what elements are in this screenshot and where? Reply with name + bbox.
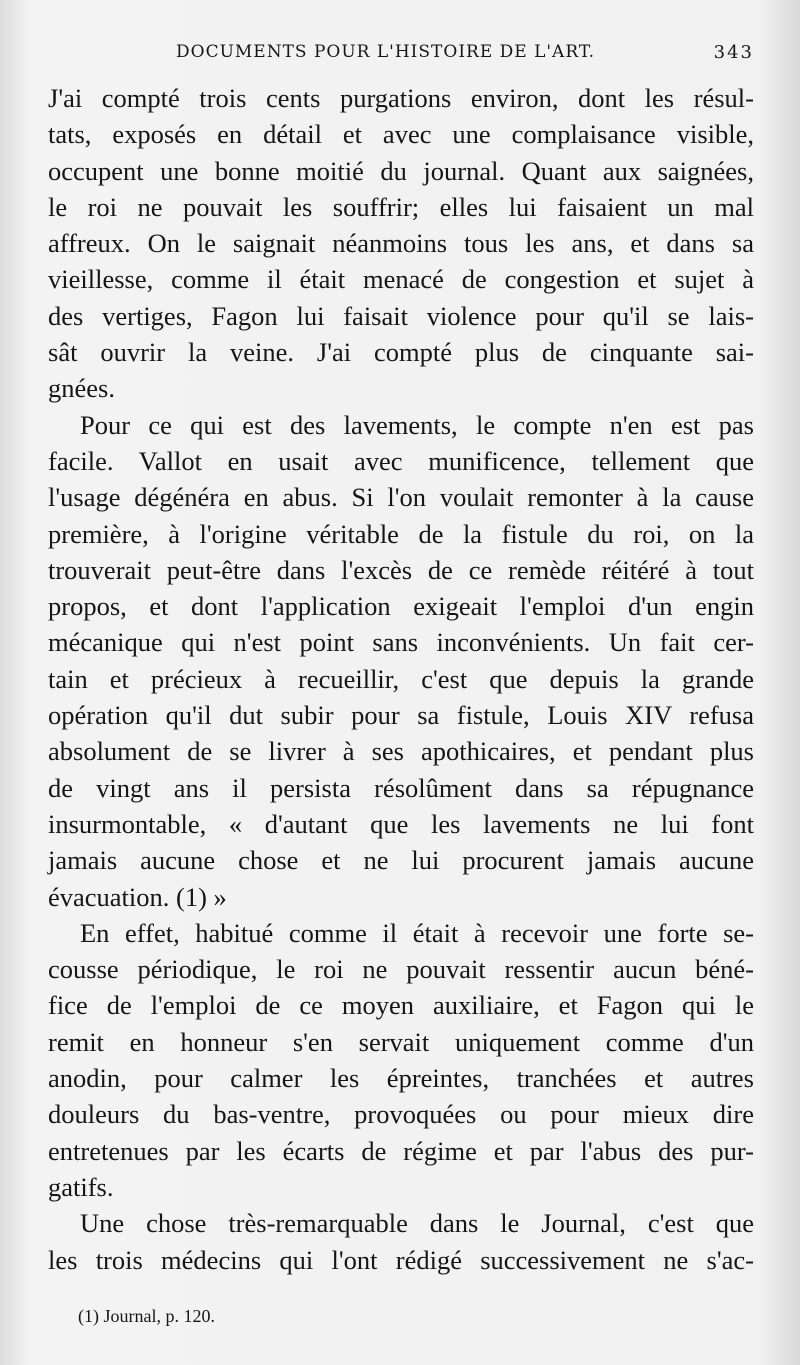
text-line: mécanique qui n'est point sans inconvénients. Un fait cer- (48, 627, 754, 658)
page-number: 343 (713, 42, 754, 63)
text-line: J'ai compté trois cents purgations environ, dont les résul- (48, 83, 754, 113)
body-text (48, 80, 754, 1278)
text-line: facile. Vallot en usait avec munificence, tellement que (48, 445, 754, 476)
text-line: propos, et dont l'application exigeait l'emploi d'un engin (48, 591, 754, 622)
text-line: vieillesse, comme il était menacé de congestion et sujet à (48, 264, 754, 295)
text-line: gatifs. (48, 1171, 114, 1202)
text-line: absolument de se livrer à ses apothicaires, et pendant plus (48, 736, 754, 767)
page-header (48, 40, 754, 70)
text-line: le roi ne pouvait les souffrir; elles lui faisaient un mal (48, 191, 754, 222)
text-line: tats, exposés en détail et avec une complaisance visible, (48, 119, 754, 150)
text-line: cousse périodique, le roi ne pouvait ressentir aucun béné- (48, 954, 754, 985)
text-line: trouverait peut-être dans l'excès de ce remède réitéré à tout (48, 554, 754, 585)
text-line: sât ouvrir la veine. J'ai compté plus de cinquante sai- (48, 337, 754, 368)
footnote: (1) Journal, p. 120. (78, 1306, 215, 1326)
text-line: occupent une bonne moitié du journal. Quant aux saignées, (48, 155, 754, 186)
text-line: entretenues par les écarts de régime et par l'abus des pur- (48, 1135, 754, 1166)
text-line: les trois médecins qui l'ont rédigé successivement ne s'ac- (48, 1244, 754, 1275)
text-line: insurmontable, « d'autant que les lavements ne lui font (48, 808, 754, 839)
text-line: l'usage dégénéra en abus. Si l'on voulait remonter à la cause (48, 482, 754, 513)
text-line: première, à l'origine véritable de la fistule du roi, on la (48, 518, 754, 549)
running-title: DOCUMENTS POUR L'HISTOIRE DE L'ART. (176, 42, 596, 62)
text-line: fice de l'emploi de ce moyen auxiliaire, et Fagon qui le (48, 990, 754, 1021)
text-line: douleurs du bas-ventre, provoquées ou pour mieux dire (48, 1099, 754, 1130)
text-line: remit en honneur s'en servait uniquement comme d'un (48, 1026, 754, 1057)
text-line: gnées. (48, 373, 115, 404)
text-line: des vertiges, Fagon lui faisait violence pour qu'il se lais- (48, 300, 754, 331)
text-line: anodin, pour calmer les épreintes, tranchées et autres (48, 1063, 754, 1094)
paragraph-first-line: Pour ce qui est des lavements, le compte n'en est pas (80, 409, 754, 440)
text-line: jamais aucune chose et ne lui procurent jamais aucune (48, 845, 754, 876)
paragraph-first-line: En effet, habitué comme il était à recevoir une forte se- (80, 917, 754, 948)
paragraph-first-line: Une chose très-remarquable dans le Journal, c'est que (80, 1208, 754, 1239)
text-line: opération qu'il dut subir pour sa fistule, Louis XIV refusa (48, 700, 754, 731)
text-line: affreux. On le saignait néanmoins tous les ans, et dans sa (48, 228, 754, 259)
text-line: évacuation. (1) » (48, 881, 227, 912)
text-line: de vingt ans il persista résolûment dans sa répugnance (48, 772, 754, 803)
text-line: tain et précieux à recueillir, c'est que depuis la grande (48, 663, 754, 694)
